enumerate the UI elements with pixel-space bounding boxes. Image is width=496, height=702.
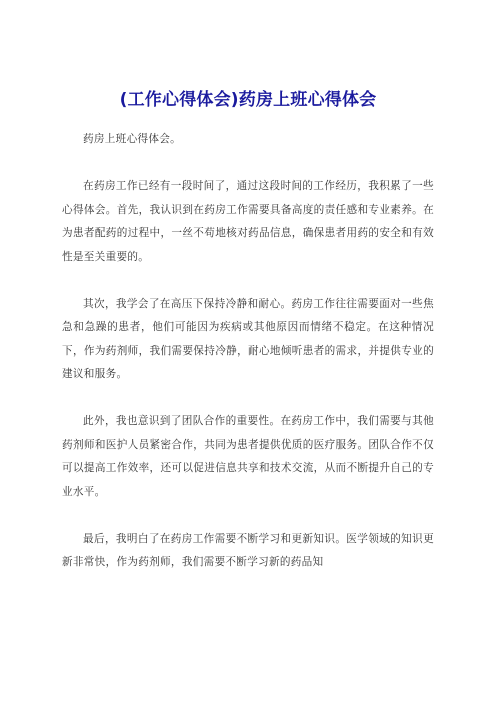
- paragraph-responsibility: 在药房工作已经有一段时间了，通过这段时间的工作经历，我积累了一些心得体会。首先，我认识到在药房工作需要具备高度的责任感和专业素养。在为患者配药的过程中，一丝不苟地核对药品信息，确保患者用药的安全和有效性是至关重要的。: [62, 180, 434, 263]
- paragraph-intro: 药房上班心得体会。: [83, 133, 182, 145]
- document-body: [62, 128, 434, 598]
- paragraph-patience: 其次，我学会了在高压下保持冷静和耐心。药房工作往往需要面对一些焦急和急躁的患者，他们可能因为疾病或其他原因而情绪不稳定。在这种情况下，作为药剂师，我们需要保持冷静，耐心地倾听患者的需求，并提供专业的建议和服务。: [62, 297, 434, 380]
- paragraph-teamwork: 此外，我也意识到了团队合作的重要性。在药房工作中，我们需要与其他药剂师和医护人员紧密合作，共同为患者提供优质的医疗服务。团队合作不仅可以提高工作效率，还可以促进信息共享和技术交流，从而不断提升自己的专业水平。: [62, 415, 434, 498]
- document-title: (工作心得体会)药房上班心得体会: [119, 90, 377, 110]
- paragraph-learning: 最后，我明白了在药房工作需要不断学习和更新知识。医学领域的知识更新非常快，作为药剂师，我们需要不断学习新的药品知: [62, 532, 434, 568]
